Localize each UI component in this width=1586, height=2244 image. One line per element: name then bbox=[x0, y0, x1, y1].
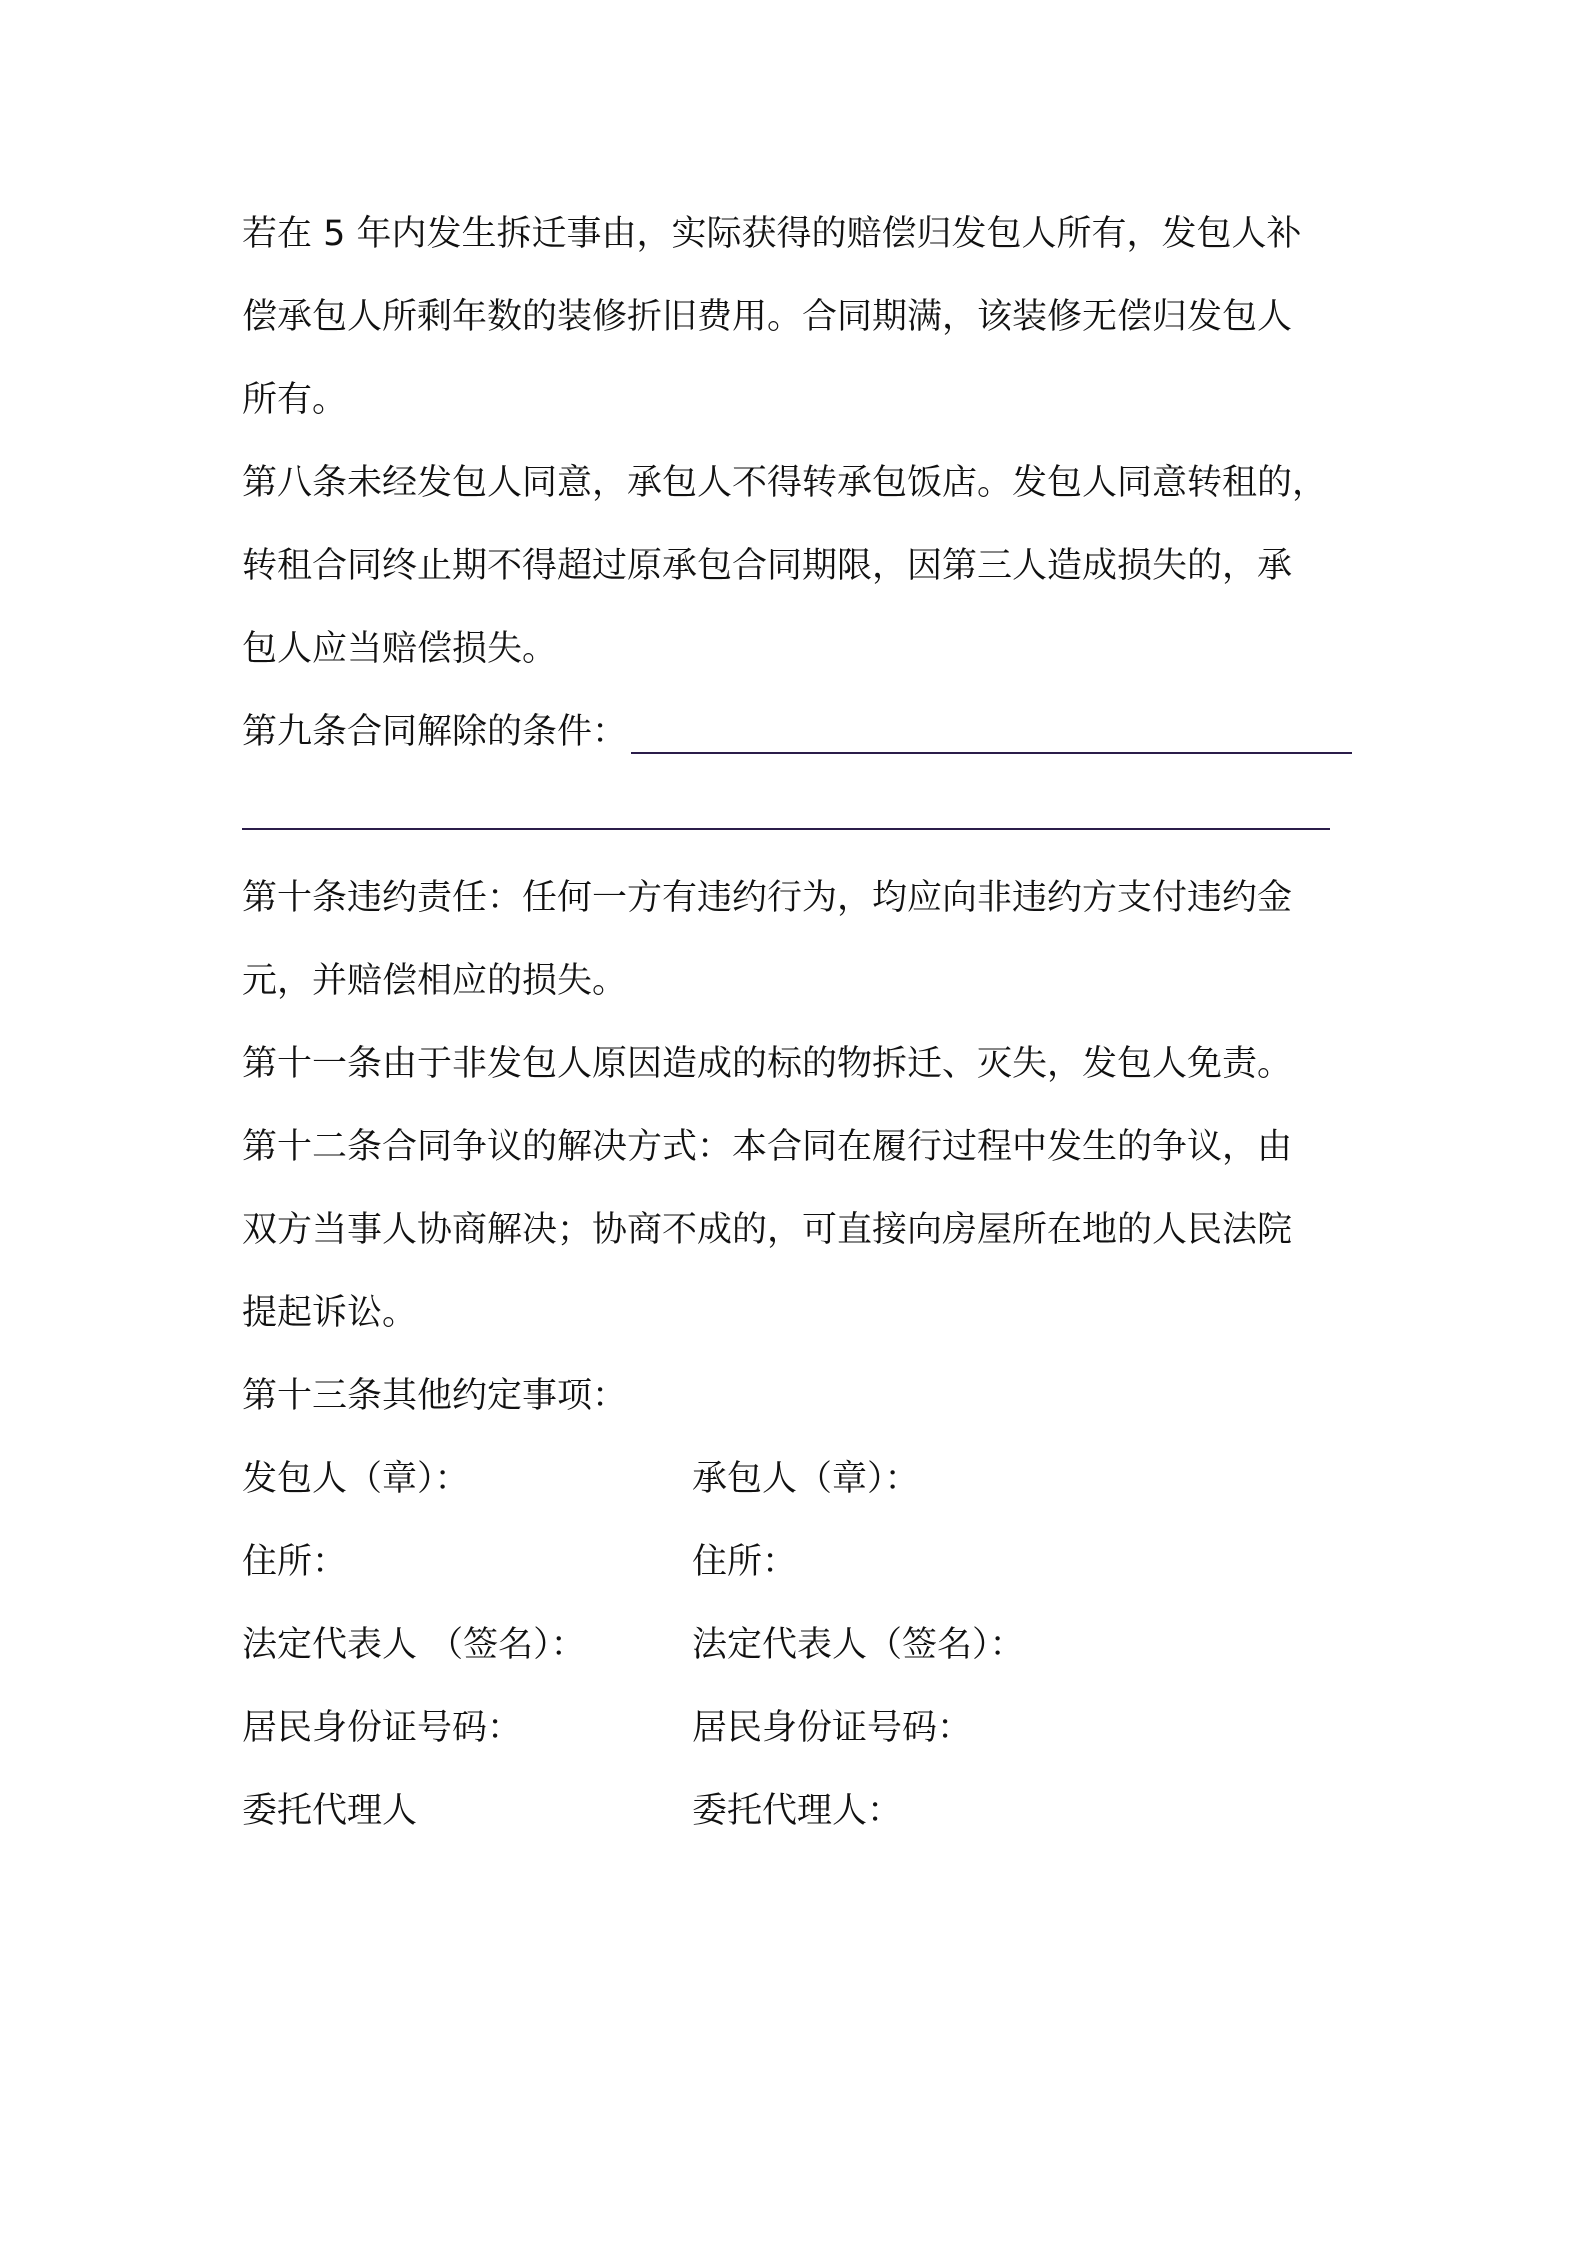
clause-9-blank-line bbox=[242, 774, 1352, 857]
clause-8-line-2: 转租合同终止期不得超过原承包合同期限，因第三人造成损失的，承 bbox=[242, 546, 1293, 586]
clause-8-line-1: 第八条未经发包人同意，承包人不得转承包饭店。发包人同意转租的， bbox=[242, 463, 1328, 503]
clause-9-fill-rule-2 bbox=[242, 828, 1330, 830]
clause-12-line-3: 提起诉讼。 bbox=[242, 1293, 418, 1333]
contract-body bbox=[242, 193, 1352, 1853]
clause-7-line-1: 若在 5 年内发生拆迁事由，实际获得的赔偿归发包人所有，发包人补 bbox=[242, 214, 1302, 254]
contractor-id-label: 居民身份证号码： bbox=[692, 1708, 973, 1748]
employer-agent-label: 委托代理人 bbox=[242, 1791, 418, 1831]
clause-9-fill-rule bbox=[631, 752, 1352, 754]
signature-row-party bbox=[242, 1438, 1352, 1521]
signature-row-address bbox=[242, 1521, 1352, 1604]
employer-seal-label: 发包人（章）： bbox=[242, 1459, 470, 1499]
contractor-seal-label: 承包人（章）： bbox=[692, 1459, 920, 1499]
clause-12-line-1: 第十二条合同争议的解决方式：本合同在履行过程中发生的争议，由 bbox=[242, 1127, 1293, 1167]
clause-9-label: 第九条合同解除的条件： bbox=[242, 712, 628, 752]
clause-11-line-1: 第十一条由于非发包人原因造成的标的物拆迁、灭失，发包人免责。 bbox=[242, 1044, 1293, 1084]
employer-representative-label: 法定代表人 （签名）： bbox=[242, 1625, 586, 1665]
contractor-agent-label: 委托代理人： bbox=[692, 1791, 903, 1831]
employer-address-label: 住所： bbox=[242, 1542, 348, 1582]
contractor-address-label: 住所： bbox=[692, 1542, 798, 1582]
clause-13-line-1: 第十三条其他约定事项： bbox=[242, 1376, 628, 1416]
clause-8-line-3: 包人应当赔偿损失。 bbox=[242, 629, 558, 669]
clause-7-line-3: 所有。 bbox=[242, 380, 348, 420]
signature-row-representative bbox=[242, 1604, 1352, 1687]
clause-9-line bbox=[242, 691, 1352, 774]
signature-row-agent bbox=[242, 1770, 1352, 1853]
clause-10-line-2: 元，并赔偿相应的损失。 bbox=[242, 961, 628, 1001]
clause-12-line-2: 双方当事人协商解决；协商不成的，可直接向房屋所在地的人民法院 bbox=[242, 1210, 1293, 1250]
contractor-representative-label: 法定代表人（签名）： bbox=[692, 1625, 1025, 1665]
employer-id-label: 居民身份证号码： bbox=[242, 1708, 523, 1748]
signature-row-id bbox=[242, 1687, 1352, 1770]
clause-7-line-2: 偿承包人所剩年数的装修折旧费用。合同期满，该装修无偿归发包人 bbox=[242, 297, 1293, 337]
clause-10-line-1: 第十条违约责任：任何一方有违约行为，均应向非违约方支付违约金 bbox=[242, 878, 1293, 918]
